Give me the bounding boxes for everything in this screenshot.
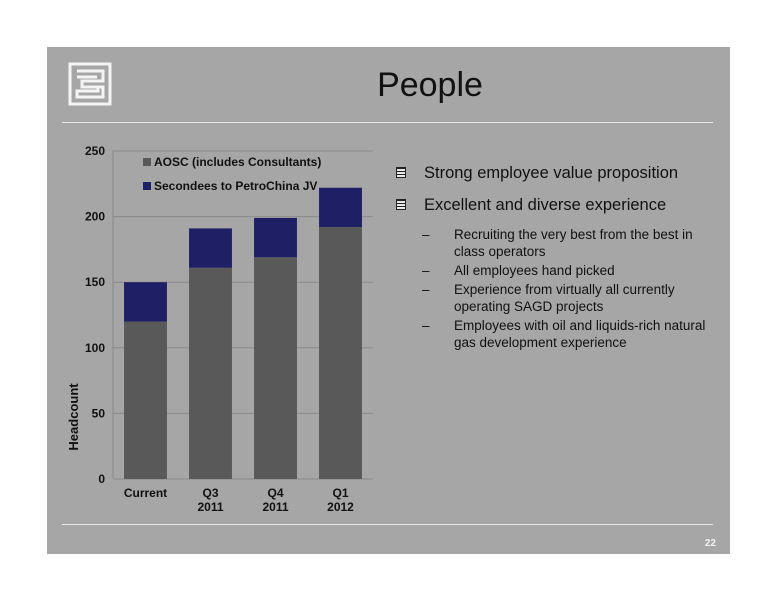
legend-swatch bbox=[143, 182, 151, 190]
y-tick-label: 0 bbox=[98, 472, 105, 486]
sub-bullet-dash: – bbox=[422, 282, 430, 297]
y-tick-label: 50 bbox=[91, 406, 105, 421]
bar-segment bbox=[189, 228, 232, 267]
bar-segment bbox=[189, 268, 232, 479]
page-number: 22 bbox=[704, 538, 716, 549]
bar-segment bbox=[319, 188, 362, 227]
sub-bullet-text: Recruiting the very best from the best in class operators bbox=[454, 227, 693, 259]
bullet-item bbox=[396, 162, 726, 184]
x-tick-label: Q3 2011 bbox=[197, 486, 224, 514]
legend-label: AOSC (includes Consultants) bbox=[154, 155, 322, 169]
bullet-list bbox=[396, 162, 726, 353]
bullet-text: Excellent and diverse experience bbox=[424, 196, 667, 214]
bar-segment bbox=[254, 257, 297, 479]
bar-segment bbox=[319, 227, 362, 479]
x-tick-label: Q4 2011 bbox=[262, 486, 289, 514]
company-logo-icon bbox=[68, 62, 112, 106]
sub-bullet-item bbox=[396, 281, 726, 315]
bar-segment bbox=[254, 218, 297, 257]
page-title: People bbox=[377, 66, 483, 104]
y-tick-label: 100 bbox=[84, 340, 105, 355]
sub-bullet-text: Employees with oil and liquids-rich natural gas development experience bbox=[454, 318, 706, 350]
x-tick-label: Current bbox=[123, 486, 168, 500]
y-tick-label: 200 bbox=[84, 209, 105, 224]
sub-bullet-text: All employees hand picked bbox=[454, 263, 615, 278]
title-divider bbox=[62, 122, 713, 123]
sub-bullet-dash: – bbox=[422, 318, 430, 333]
sub-bullet-item bbox=[396, 317, 726, 351]
headcount-chart bbox=[60, 135, 390, 525]
y-tick-label: 150 bbox=[84, 275, 105, 290]
bar-segment bbox=[124, 282, 167, 321]
bar-segment bbox=[124, 322, 167, 479]
sub-bullet-text: Experience from virtually all currently operating SAGD projects bbox=[454, 282, 675, 314]
sub-bullet-item bbox=[396, 226, 726, 260]
legend-label: Secondees to PetroChina JV bbox=[154, 179, 318, 193]
bullet-marker-icon bbox=[396, 199, 406, 210]
bullet-item bbox=[396, 194, 726, 216]
bullet-marker-icon bbox=[396, 167, 406, 178]
sub-bullet-dash: – bbox=[422, 263, 430, 278]
y-tick-label: 250 bbox=[84, 144, 105, 158]
sub-bullet-dash: – bbox=[422, 227, 430, 242]
x-tick-label: Q1 2012 bbox=[327, 486, 354, 514]
legend-swatch bbox=[143, 158, 151, 166]
y-axis-label: Headcount bbox=[66, 383, 81, 451]
bullet-text: Strong employee value proposition bbox=[424, 164, 679, 182]
sub-bullet-item bbox=[396, 262, 726, 279]
